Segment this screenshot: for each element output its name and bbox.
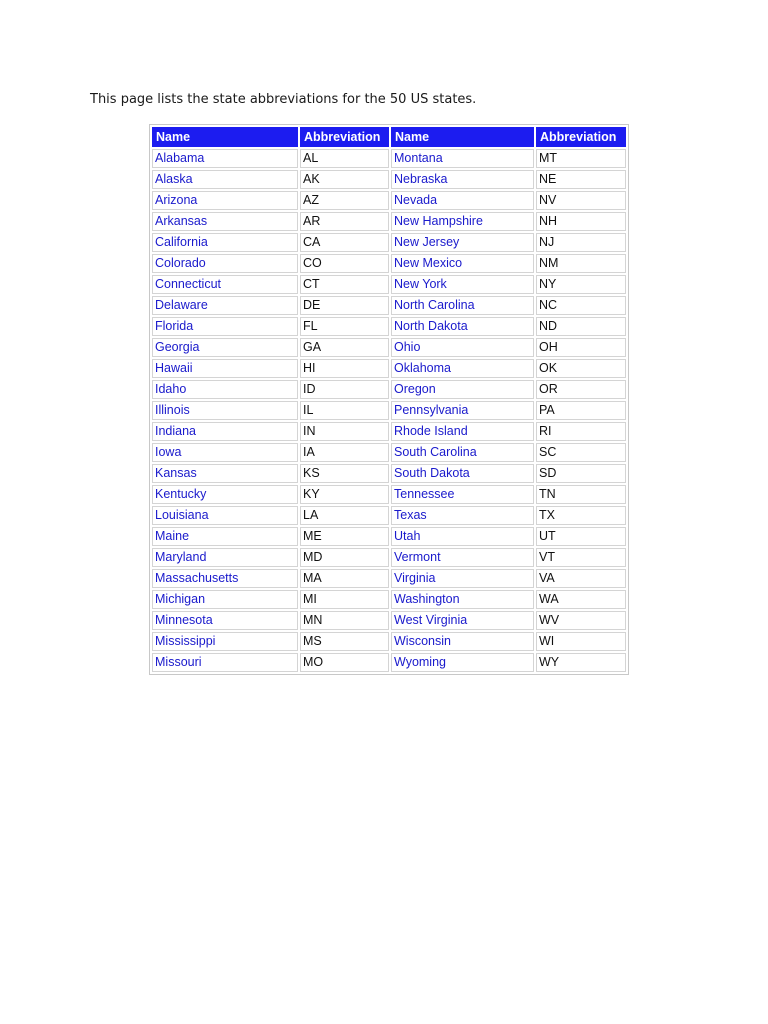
state-link[interactable]: North Dakota — [394, 319, 468, 333]
abbreviation-cell — [300, 527, 389, 546]
abbreviation-cell — [300, 191, 389, 210]
state-link[interactable]: Wyoming — [394, 655, 446, 669]
state-link[interactable]: Florida — [155, 319, 194, 333]
state-abbreviation: CT — [303, 277, 320, 291]
abbreviation-cell — [536, 212, 626, 231]
state-link[interactable]: New York — [394, 277, 447, 291]
abbreviation-cell — [536, 422, 626, 441]
state-abbreviation: CO — [303, 256, 322, 270]
abbreviation-cell — [300, 296, 389, 315]
state-link[interactable]: Louisiana — [155, 508, 209, 522]
state-abbreviation: IL — [303, 403, 314, 417]
state-name-cell — [152, 464, 298, 483]
state-abbreviation: ID — [303, 382, 316, 396]
state-name-cell — [391, 338, 534, 357]
state-abbreviation: ND — [539, 319, 558, 333]
abbreviation-cell — [300, 653, 389, 672]
table-row — [152, 254, 626, 273]
state-name-cell — [391, 443, 534, 462]
table-row — [152, 170, 626, 189]
state-abbreviation: FL — [303, 319, 318, 333]
state-link[interactable]: Vermont — [394, 550, 441, 564]
abbreviation-cell — [300, 485, 389, 504]
state-link[interactable]: North Carolina — [394, 298, 475, 312]
state-link[interactable]: Idaho — [155, 382, 187, 396]
state-link[interactable]: Alaska — [155, 172, 193, 186]
state-abbreviation: IN — [303, 424, 316, 438]
abbreviation-cell — [536, 527, 626, 546]
state-name-cell — [152, 401, 298, 420]
table-row — [152, 317, 626, 336]
abbreviation-cell — [536, 380, 626, 399]
header-name-col-1: Name — [152, 127, 298, 147]
state-abbreviation: SD — [539, 466, 557, 480]
abbreviation-cell — [536, 569, 626, 588]
abbreviation-cell — [300, 359, 389, 378]
state-abbreviation: VA — [539, 571, 555, 585]
state-name-cell — [152, 443, 298, 462]
table-row — [152, 359, 626, 378]
abbreviation-cell — [536, 359, 626, 378]
table-row — [152, 380, 626, 399]
state-abbreviation: LA — [303, 508, 319, 522]
state-name-cell — [391, 275, 534, 294]
state-link[interactable]: Virginia — [394, 571, 436, 585]
abbreviation-cell — [300, 380, 389, 399]
state-link[interactable]: New Hampshire — [394, 214, 483, 228]
state-name-cell — [152, 149, 298, 168]
state-link[interactable]: New Jersey — [394, 235, 460, 249]
state-abbreviation: MN — [303, 613, 323, 627]
state-abbreviation: NV — [539, 193, 557, 207]
abbreviation-cell — [300, 569, 389, 588]
abbreviation-cell — [536, 254, 626, 273]
state-link[interactable]: Arizona — [155, 193, 198, 207]
state-link[interactable]: Kansas — [155, 466, 197, 480]
state-name-cell — [152, 632, 298, 651]
state-name-cell — [391, 359, 534, 378]
state-link[interactable]: Ohio — [394, 340, 421, 354]
table-row — [152, 611, 626, 630]
table-row — [152, 632, 626, 651]
abbreviation-cell — [536, 590, 626, 609]
state-abbreviation: KS — [303, 466, 320, 480]
table-row — [152, 485, 626, 504]
state-name-cell — [152, 506, 298, 525]
state-name-cell — [152, 422, 298, 441]
state-abbreviation: SC — [539, 445, 557, 459]
state-name-cell — [152, 317, 298, 336]
state-name-cell — [152, 296, 298, 315]
state-abbreviation: DE — [303, 298, 321, 312]
state-name-cell — [391, 632, 534, 651]
state-name-cell — [152, 548, 298, 567]
state-link[interactable]: Mississippi — [155, 634, 216, 648]
abbreviation-cell — [300, 443, 389, 462]
abbreviation-cell — [300, 632, 389, 651]
state-name-cell — [391, 548, 534, 567]
state-name-cell — [152, 254, 298, 273]
table-row — [152, 275, 626, 294]
state-name-cell — [152, 485, 298, 504]
state-link[interactable]: Connecticut — [155, 277, 222, 291]
state-abbreviation: ME — [303, 529, 322, 543]
state-name-cell — [391, 653, 534, 672]
state-abbreviation: RI — [539, 424, 552, 438]
state-link[interactable]: Missouri — [155, 655, 202, 669]
table-row — [152, 422, 626, 441]
state-link[interactable]: California — [155, 235, 208, 249]
state-name-cell — [152, 170, 298, 189]
state-name-cell — [391, 380, 534, 399]
intro-text: This page lists the state abbreviations for the 50 US states. — [90, 92, 477, 107]
table-row — [152, 296, 626, 315]
abbreviation-cell — [300, 275, 389, 294]
abbreviation-cell — [536, 443, 626, 462]
state-abbreviation: OK — [539, 361, 558, 375]
header-abbreviation-col-2: Abbreviation — [536, 127, 626, 147]
state-name-cell — [391, 464, 534, 483]
state-link[interactable]: Oklahoma — [394, 361, 451, 375]
table-row — [152, 506, 626, 525]
state-abbreviation: WI — [539, 634, 555, 648]
state-name-cell — [391, 149, 534, 168]
state-abbreviation: HI — [303, 361, 316, 375]
state-name-cell — [391, 527, 534, 546]
state-name-cell — [391, 191, 534, 210]
table-row — [152, 527, 626, 546]
state-abbreviation: AZ — [303, 193, 319, 207]
state-link[interactable]: Wisconsin — [394, 634, 451, 648]
table-row — [152, 401, 626, 420]
state-abbreviation: OR — [539, 382, 558, 396]
state-name-cell — [152, 569, 298, 588]
state-link[interactable]: Texas — [394, 508, 427, 522]
abbreviation-cell — [300, 170, 389, 189]
state-link[interactable]: Nebraska — [394, 172, 448, 186]
abbreviation-cell — [536, 296, 626, 315]
state-name-cell — [391, 212, 534, 231]
state-link[interactable]: Montana — [394, 151, 443, 165]
abbreviation-cell — [300, 464, 389, 483]
abbreviation-cell — [300, 317, 389, 336]
state-name-cell — [391, 611, 534, 630]
abbreviation-cell — [536, 464, 626, 483]
state-abbreviation: WY — [539, 655, 560, 669]
table-row — [152, 191, 626, 210]
state-link[interactable]: Tennessee — [394, 487, 455, 501]
state-link[interactable]: Nevada — [394, 193, 438, 207]
abbreviation-cell — [536, 149, 626, 168]
state-link[interactable]: Illinois — [155, 403, 190, 417]
state-name-cell — [391, 422, 534, 441]
state-abbreviation: WA — [539, 592, 559, 606]
state-abbreviation: AK — [303, 172, 320, 186]
state-abbreviation: UT — [539, 529, 556, 543]
state-abbreviation: WV — [539, 613, 560, 627]
table-header-row — [152, 127, 626, 147]
state-link[interactable]: Massachusetts — [155, 571, 239, 585]
state-abbreviation: AR — [303, 214, 321, 228]
abbreviation-cell — [300, 338, 389, 357]
state-name-cell — [391, 317, 534, 336]
abbreviation-cell — [536, 653, 626, 672]
state-link[interactable]: Utah — [394, 529, 421, 543]
state-name-cell — [152, 611, 298, 630]
table-row — [152, 464, 626, 483]
state-name-cell — [391, 506, 534, 525]
state-name-cell — [391, 590, 534, 609]
state-link[interactable]: New Mexico — [394, 256, 463, 270]
state-name-cell — [391, 569, 534, 588]
state-link[interactable]: Colorado — [155, 256, 206, 270]
state-abbreviation: NC — [539, 298, 558, 312]
abbreviation-cell — [536, 632, 626, 651]
state-name-cell — [152, 653, 298, 672]
abbreviation-cell — [300, 149, 389, 168]
table-row — [152, 233, 626, 252]
state-abbreviation: NH — [539, 214, 558, 228]
state-link[interactable]: Hawaii — [155, 361, 193, 375]
table-row — [152, 149, 626, 168]
abbreviation-cell — [300, 611, 389, 630]
abbreviation-cell — [300, 233, 389, 252]
table-row — [152, 653, 626, 672]
state-name-cell — [152, 212, 298, 231]
table-body — [152, 149, 626, 672]
abbreviation-cell — [536, 233, 626, 252]
state-abbreviation: AL — [303, 151, 319, 165]
state-link[interactable]: Minnesota — [155, 613, 213, 627]
state-link[interactable]: Arkansas — [155, 214, 208, 228]
state-abbreviation: MT — [539, 151, 558, 165]
abbreviation-cell — [536, 191, 626, 210]
state-name-cell — [152, 527, 298, 546]
abbreviation-cell — [536, 506, 626, 525]
header-name-col-2: Name — [391, 127, 534, 147]
state-link[interactable]: Kentucky — [155, 487, 207, 501]
state-abbreviation: NJ — [539, 235, 555, 249]
state-link[interactable]: Maryland — [155, 550, 207, 564]
state-abbreviation: KY — [303, 487, 320, 501]
table-row — [152, 338, 626, 357]
state-link[interactable]: Delaware — [155, 298, 208, 312]
state-abbreviation: NY — [539, 277, 557, 291]
state-link[interactable]: Indiana — [155, 424, 197, 438]
state-abbreviation: MS — [303, 634, 322, 648]
table-row — [152, 590, 626, 609]
state-link[interactable]: Oregon — [394, 382, 436, 396]
state-name-cell — [152, 233, 298, 252]
table-row — [152, 443, 626, 462]
state-abbreviation: MI — [303, 592, 317, 606]
abbreviation-cell — [536, 317, 626, 336]
state-abbreviation: IA — [303, 445, 315, 459]
state-link[interactable]: South Carolina — [394, 445, 477, 459]
state-name-cell — [152, 275, 298, 294]
state-abbreviation: CA — [303, 235, 321, 249]
abbreviation-cell — [536, 611, 626, 630]
state-abbreviation: NE — [539, 172, 557, 186]
abbreviation-cell — [536, 485, 626, 504]
state-name-cell — [152, 590, 298, 609]
state-abbreviation: TN — [539, 487, 556, 501]
abbreviation-cell — [300, 506, 389, 525]
state-abbreviation: VT — [539, 550, 555, 564]
state-name-cell — [152, 338, 298, 357]
abbreviation-cell — [300, 212, 389, 231]
state-link[interactable]: Alabama — [155, 151, 205, 165]
state-abbreviation: PA — [539, 403, 555, 417]
state-name-cell — [391, 485, 534, 504]
state-abbreviations-table — [149, 124, 629, 675]
abbreviation-cell — [536, 548, 626, 567]
state-name-cell — [152, 359, 298, 378]
abbreviation-cell — [536, 338, 626, 357]
abbreviation-cell — [300, 590, 389, 609]
state-abbreviation: MD — [303, 550, 323, 564]
state-name-cell — [391, 254, 534, 273]
state-link[interactable]: Rhode Island — [394, 424, 468, 438]
table-row — [152, 548, 626, 567]
state-link[interactable]: Michigan — [155, 592, 206, 606]
state-link[interactable]: Iowa — [155, 445, 182, 459]
state-name-cell — [391, 401, 534, 420]
table-row — [152, 212, 626, 231]
abbreviation-cell — [300, 254, 389, 273]
state-name-cell — [391, 170, 534, 189]
state-abbreviation: GA — [303, 340, 322, 354]
state-link[interactable]: Pennsylvania — [394, 403, 469, 417]
state-abbreviation: MO — [303, 655, 324, 669]
state-name-cell — [152, 191, 298, 210]
state-link[interactable]: Washington — [394, 592, 460, 606]
abbreviation-cell — [300, 548, 389, 567]
abbreviation-cell — [300, 401, 389, 420]
state-link[interactable]: West Virginia — [394, 613, 468, 627]
state-abbreviation: TX — [539, 508, 555, 522]
state-link[interactable]: Georgia — [155, 340, 200, 354]
abbreviation-cell — [536, 401, 626, 420]
state-abbreviation: NM — [539, 256, 559, 270]
abbreviation-cell — [300, 422, 389, 441]
state-name-cell — [152, 380, 298, 399]
state-abbreviation: OH — [539, 340, 558, 354]
state-abbreviation: MA — [303, 571, 322, 585]
table-row — [152, 569, 626, 588]
abbreviation-cell — [536, 275, 626, 294]
state-link[interactable]: South Dakota — [394, 466, 470, 480]
state-name-cell — [391, 233, 534, 252]
header-abbreviation-col-1: Abbreviation — [300, 127, 389, 147]
state-name-cell — [391, 296, 534, 315]
state-link[interactable]: Maine — [155, 529, 190, 543]
abbreviation-cell — [536, 170, 626, 189]
